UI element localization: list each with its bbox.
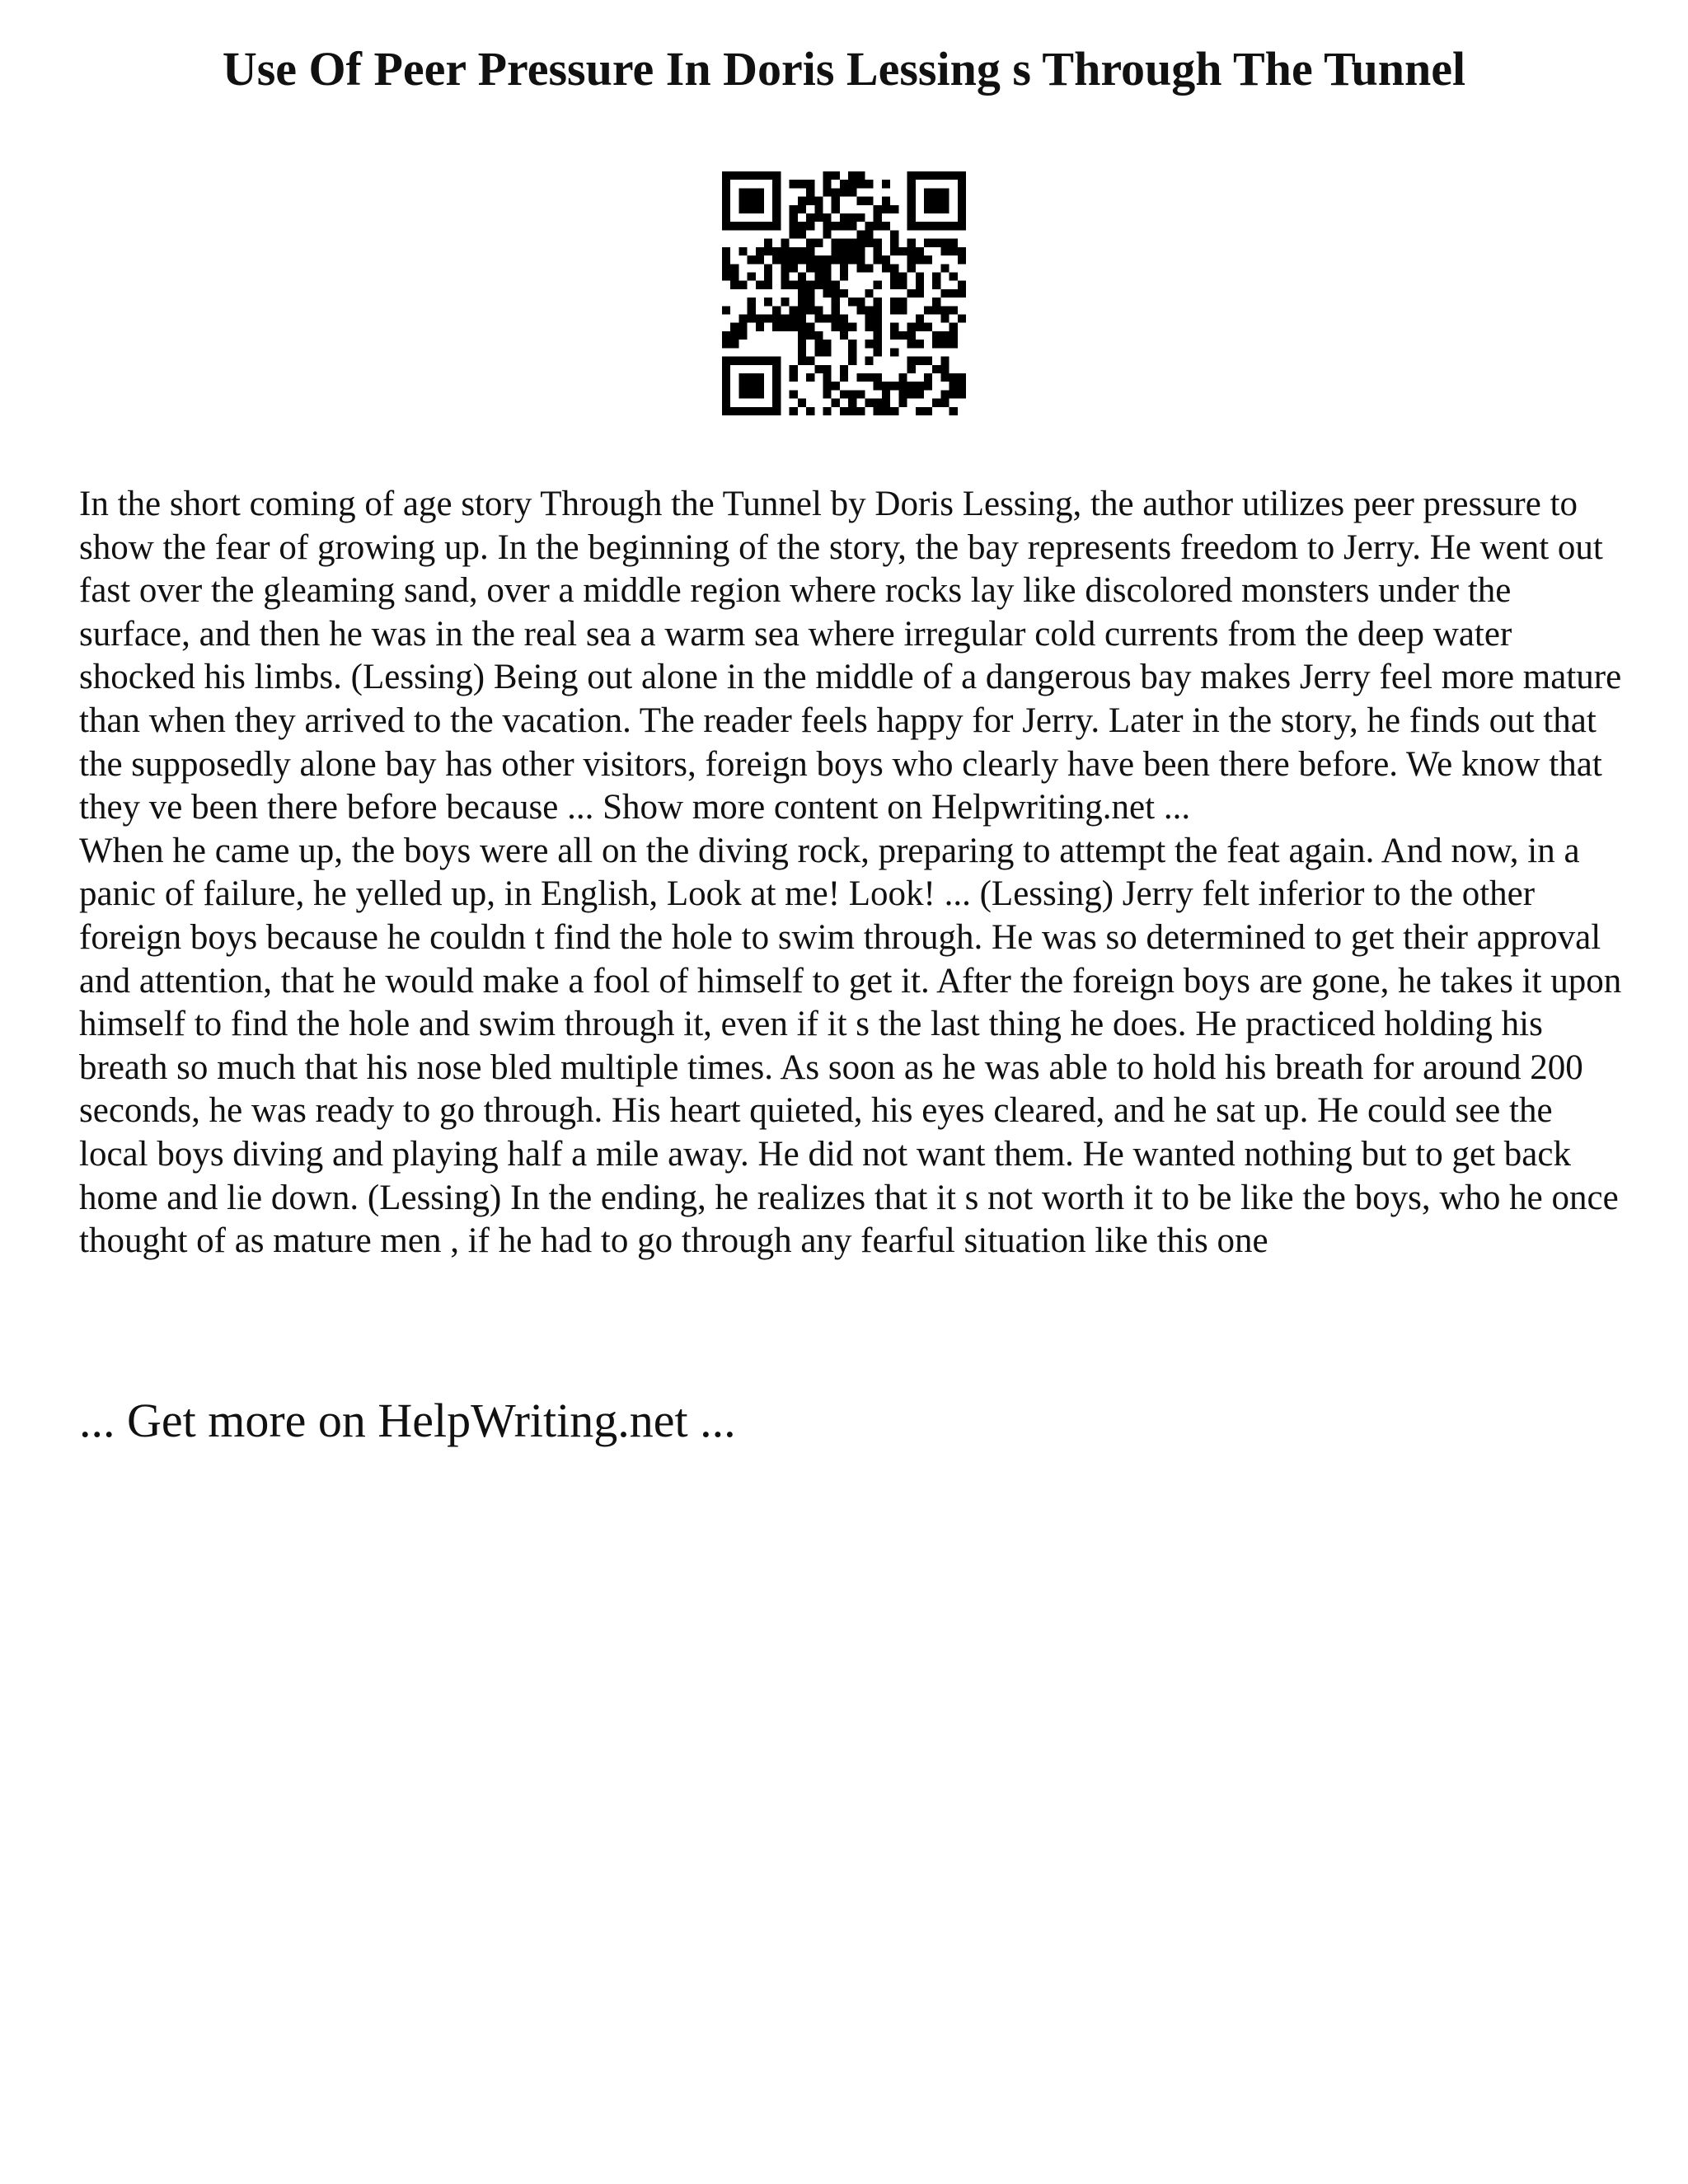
page-title: Use Of Peer Pressure In Doris Lessing s Through The Tunnel xyxy=(222,42,1466,96)
get-more-link[interactable]: ... Get more on HelpWriting.net ... xyxy=(79,1394,736,1447)
paragraph: In the short coming of age story Through the Tunnel by Doris Lessing, the author utilizes peer pressure to show the fear of growing up. In the beginning of the story, the bay represents freedom to Jerry. He went out fast over the gleaming sand, over a middle region where rocks lay like discolored monsters under the surface, and then he was in the real sea a warm sea where irregular cold currents from the deep water shocked his limbs. (Lessing) Being out alone in the middle of a dangerous bay makes Jerry feel more mature than when they arrived to the vacation. The reader feels happy for Jerry. Later in the story, he finds out that the supposedly alone bay has other visitors, foreign boys who clearly have been there before. We know that they ve been there before because ... Show more content on Helpwriting.net ... xyxy=(79,485,1622,827)
qr-code-icon xyxy=(722,171,966,415)
paragraph: When he came up, the boys were all on the diving rock, preparing to attempt the feat again. And now, in a panic of failure, he yelled up, in English, Look at me! Look! ... (Lessing) Jerry felt inferior to the other foreign boys because he couldn t find the hole to swim through. He was so determined to get their approval and attention, that he would make a fool of himself to get it. After the foreign boys are gone, he takes it upon himself to find the hole and swim through it, even if it s the last thing he does. He practiced holding his breath so much that his nose bled multiple times. As soon as he was able to hold his breath for around 200 seconds, he was ready to go through. His heart quieted, his eyes cleared, and he sat up. He could see the local boys diving and playing half a mile away. He did not want them. He wanted nothing but to get back home and lie down. (Lessing) In the ending, he realizes that it s not worth it to be like the boys, who he once thought of as mature men , if he had to go through any fearful situation like this one xyxy=(79,831,1622,1261)
article-body xyxy=(79,483,1629,1263)
